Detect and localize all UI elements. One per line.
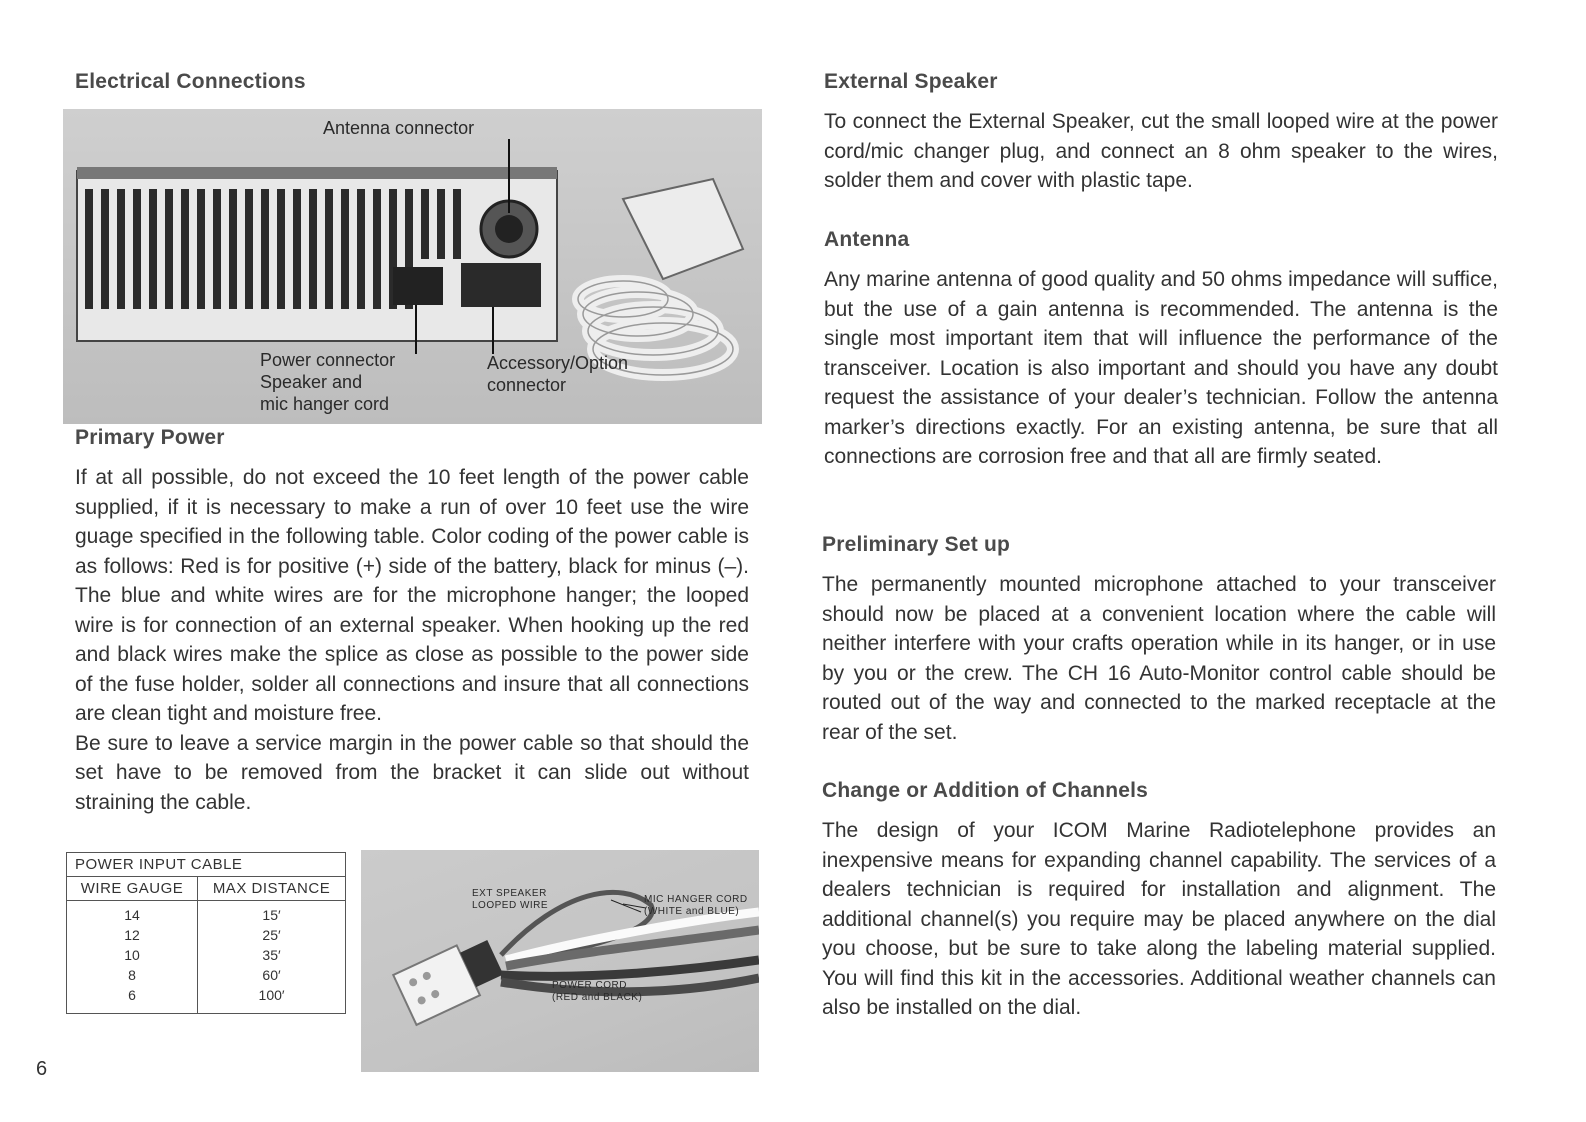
transceiver-illustration [63, 109, 762, 424]
table-row [67, 901, 346, 926]
primary-power-heading: Primary Power [75, 426, 225, 449]
mic-label-line1: MIC HANGER CORD [644, 894, 748, 905]
electrical-connections-heading: Electrical Connections [75, 70, 306, 93]
accessory-label-line2: connector [487, 375, 567, 395]
wire-gauge-header: WIRE GAUGE [67, 877, 198, 901]
power-cord-illustration [361, 850, 759, 1072]
change-channels-paragraph: The design of your ICOM Marine Radiotelephone provides an inexpensive means for expanding channel capability. The services of a dealers technician is required for installation and alignment. The additional channel(s) you require may be placed anywhere on the dial you choose, but be sure to take along the labeling material supplied. You will find this kit in the accessories. Additional weather channels can also be installed on the dial. [822, 819, 1496, 1019]
table-row [67, 965, 346, 985]
primary-power-paragraph: If at all possible, do not exceed the 10 feet length of the power cable supplied, if it is necessary to make a run of over 10 feet use the wire guage specified in the following table. Color coding of the power cable is as follows: Red is for positive (+) side of the battery, black for minus (–). The blue and white wires are for the microphone hanger; the looped wire is for connection of an external speaker. When hooking up the red and black wires make the splice as close as possible to the power side of the fuse holder, solder all connections and insure that all connections are clean tight and moisture free. [75, 466, 749, 725]
power-label-line3: mic hanger cord [260, 394, 390, 414]
page-number: 6 [36, 1058, 48, 1080]
gauge-cell: 12 [67, 925, 198, 945]
distance-cell: 35′ [198, 945, 346, 965]
primary-power-section [75, 463, 749, 817]
antenna-paragraph: Any marine antenna of good quality and 50 ohms impedance will suffice, but the use of a gain antenna is recommended. The antenna is the single most important item that will influence the performance of the transceiver. Location is also important and should you have any doubt request the assistance of your dealer’s technician. Follow the antenna marker’s directions exactly. For an existing antenna, be sure that all connections are corrosion free and that all are firmly seated. [824, 268, 1498, 468]
external-speaker-paragraph: To connect the External Speaker, cut the small looped wire at the power cord/mic changer plug, and connect an 8 ohm speaker to the wires, solder them and cover with plastic tape. [824, 110, 1498, 192]
antenna-connector-label: Antenna connector [323, 118, 475, 138]
ext-label-line2: LOOPED WIRE [472, 900, 549, 911]
power-input-cable-table [66, 852, 346, 1014]
table-row [67, 985, 346, 1014]
gauge-cell: 6 [67, 985, 198, 1014]
transceiver-rear-photo [63, 109, 762, 424]
table-caption: POWER INPUT CABLE [67, 853, 346, 877]
distance-cell: 100′ [198, 985, 346, 1014]
power-cord-label [552, 980, 642, 1004]
accessory-connector-label [487, 352, 628, 396]
table-row [67, 925, 346, 945]
distance-cell: 15′ [198, 901, 346, 926]
service-margin-paragraph: Be sure to leave a service margin in the power cable so that should the set have to be removed from the bracket it can slide out without straining the cable. [75, 731, 749, 814]
max-distance-header: MAX DISTANCE [198, 877, 346, 901]
ext-label-line1: EXT SPEAKER [472, 888, 547, 899]
ext-speaker-label [472, 888, 548, 912]
preliminary-setup-heading: Preliminary Set up [822, 533, 1010, 556]
distance-cell: 60′ [198, 965, 346, 985]
pwr-label-line2: (RED and BLACK) [552, 992, 643, 1003]
gauge-cell: 10 [67, 945, 198, 965]
power-cord-photo [361, 850, 759, 1072]
external-speaker-heading: External Speaker [824, 70, 998, 93]
preliminary-setup-paragraph: The permanently mounted microphone attached to your transceiver should now be placed at a convenient location where the cable will neither interfere with your crafts operation while in its hanger, or in use by you or the crew. The CH 16 Auto-Monitor control cable should be routed out of the way and connected to the marked receptacle at the rear of the set. [822, 573, 1496, 744]
mic-hanger-cord-label [644, 894, 748, 918]
power-connector-label [260, 349, 395, 415]
power-label-line1: Power connector [260, 350, 396, 370]
pwr-label-line1: POWER CORD [552, 980, 627, 991]
gauge-cell: 8 [67, 965, 198, 985]
gauge-cell: 14 [67, 901, 198, 926]
antenna-heading: Antenna [824, 228, 910, 251]
table-row [67, 945, 346, 965]
power-label-line2: Speaker and [260, 372, 363, 392]
mic-label-line2: (WHITE and BLUE) [644, 906, 740, 917]
distance-cell: 25′ [198, 925, 346, 945]
change-channels-heading: Change or Addition of Channels [822, 779, 1149, 802]
accessory-label-line1: Accessory/Option [487, 353, 629, 373]
